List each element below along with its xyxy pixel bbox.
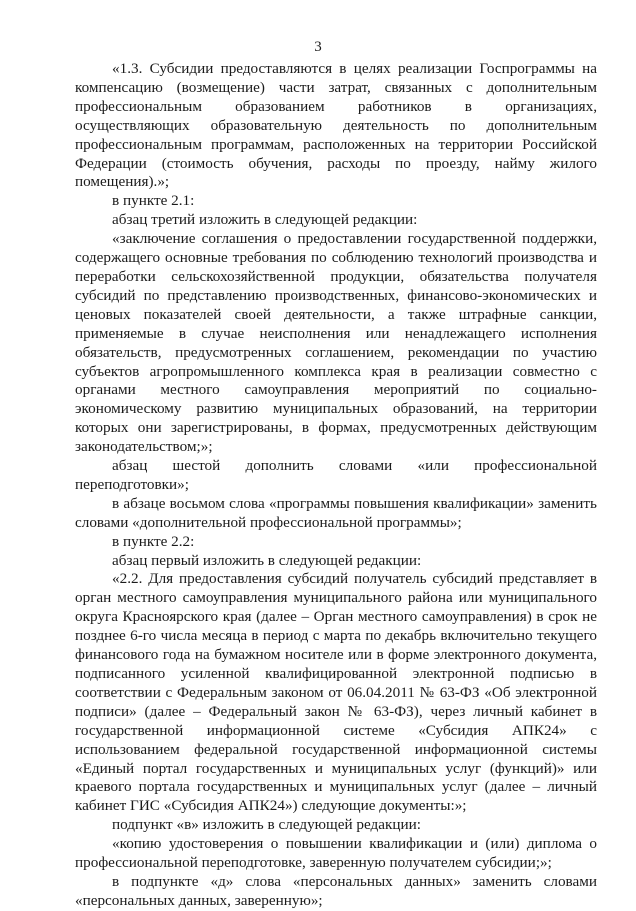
page-number: 3: [314, 39, 322, 55]
paragraph-abzac-eighth: в абзаце восьмом слова «программы повышения квалификации» заменить словами «дополнительной профессиональной программы»;: [75, 494, 597, 531]
paragraph-2-2: «2.2. Для предоставления субсидий получатель субсидий представляет в орган местного самоуправления муниципального района или муниципального округа Красноярского края (далее – Орган местного самоуправления) в срок не позднее 6-го числа месяца в период с марта по декабрь включительно текущего финансового года на бумажном носителе или в форме электронного документа, подписанного усиленной квалифицированной электронной подписью в соответствии с Федеральным законом от 06.04.2011 № 63-ФЗ «Об электронной подписи» (далее – Федеральный закон № 63-ФЗ), через личный кабинет в государственной информационной системе «Субсидия АПК24» с использованием федеральной государственной информационной системы «Единый портал государственных и муниципальных услуг (функций)» или краевого портала государственных и муниципальных услуг (далее – личный кабинет ГИС «Субсидия АПК24») следующие документы:»;: [75, 570, 597, 815]
paragraph-agreement: «заключение соглашения о предоставлении государственной поддержки, содержащего основные требования по соблюдению технологий производства и переработки сельскохозяйственной продукции, обязательства получателя субсидий по представлению производственных, финансово-экономических и ценовых показателей своей деятельности, а также штрафные санкции, применяемые в случае неисполнения или ненадлежащего исполнения обязательств, предусмотренных соглашением, рекомендации по участию субъектов агропромышленного комплекса края в реализации совместно с органами местного самоуправления мероприятий по социально-экономическому развитию муниципальных образований, на территории которых они зарегистрированы, в формах, предусмотренных действующим законодательством;»;: [75, 230, 597, 456]
paragraph-item-2-2: в пункте 2.2:: [112, 532, 195, 550]
paragraph-1-3: «1.3. Субсидии предоставляются в целях реализации Госпрограммы на компенсацию (возмещение) части затрат, связанных с дополнительным профессиональным образованием работников в организациях, осуществляющих образовательную деятельность по дополнительным профессиональным программам, расположенных на территории Российской Федерации (стоимость обучения, расходы по проезду, найму жилого помещения).»;: [75, 60, 597, 191]
paragraph-abzac-sixth: абзац шестой дополнить словами «или профессиональной переподготовки»;: [75, 457, 597, 493]
document-body: [75, 60, 597, 911]
paragraph-certificate-copy: «копию удостоверения о повышении квалификации и (или) диплома о профессиональной переподготовке, заверенную получателем субсидии;»;: [75, 835, 597, 872]
paragraph-abzac-third: абзац третий изложить в следующей редакции:: [112, 211, 418, 229]
paragraph-subitem-v: подпункт «в» изложить в следующей редакции:: [112, 816, 421, 834]
paragraph-item-2-1: в пункте 2.1:: [112, 192, 195, 210]
paragraph-subitem-d: в подпункте «д» слова «персональных данных» заменить словами «персональных данных, заверенную»;: [75, 872, 597, 909]
paragraph-abzac-first: абзац первый изложить в следующей редакции:: [112, 551, 422, 569]
